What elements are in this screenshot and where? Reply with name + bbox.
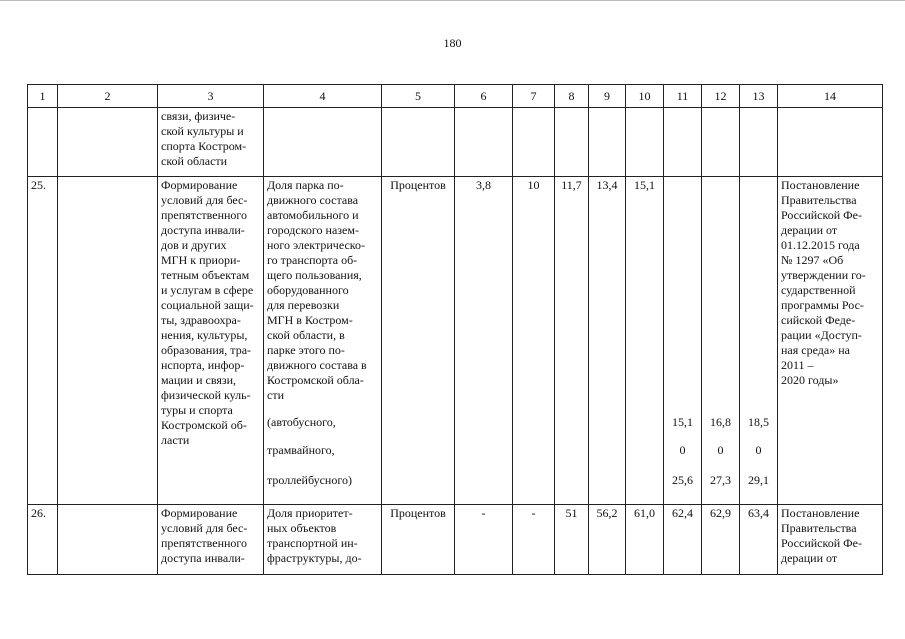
empty-cell [455,108,513,177]
row-number: 26. [28,505,58,575]
empty-cell [626,108,664,177]
table-row [28,505,883,575]
table-row [28,177,883,505]
column-header: 6 [455,85,513,108]
header-row [28,85,883,108]
value-cell: 13,4 [589,177,626,505]
empty-cell [555,108,589,177]
unit-cell: Процентов [382,177,455,505]
value-cell: 16,8 0 27,3 [702,177,740,505]
empty-cell [589,108,626,177]
value-cell: 62,9 [702,505,740,575]
column-header: 13 [740,85,778,108]
column-header: 7 [513,85,555,108]
column-header: 4 [264,85,382,108]
column-header: 5 [382,85,455,108]
column-header: 12 [702,85,740,108]
value-cell: 15,1 [626,177,664,505]
empty-cell [58,505,158,575]
indicator-sublist: (автобусного, трамвайного, троллейбусного) [267,415,352,487]
column-header: 1 [28,85,58,108]
indicator-cell: Доля парка по- движного состава автомобильного и городского назем- ного электрическо- го транспорта об- щего пользования, оборудованного для перевозки МГН в Костром- ской области, в парке этого по- движного состава в Костромской обла- сти (автобусного, трамвайного, троллейбусного) [264,177,382,505]
top-rule [0,0,905,1]
event-cell: Формирование условий для бес- препятственного доступа инвали- [158,505,264,575]
value-cell: - [455,505,513,575]
value-cell: 63,4 [740,505,778,575]
value-cell: 61,0 [626,505,664,575]
value-cell: 51 [555,505,589,575]
empty-cell [778,108,883,177]
page-number: 180 [443,36,462,50]
column-header: 11 [664,85,702,108]
row-number [28,108,58,177]
column-header: 8 [555,85,589,108]
event-cell: связи, физиче- ской культуры и спорта Костром- ской области [158,108,264,177]
empty-cell [264,108,382,177]
column-header: 9 [589,85,626,108]
value-cell: - [513,505,555,575]
value-cell: 10 [513,177,555,505]
empty-cell [740,108,778,177]
value-cell: 3,8 [455,177,513,505]
empty-cell [58,108,158,177]
row-number: 25. [28,177,58,505]
unit-cell: Процентов [382,505,455,575]
empty-cell [664,108,702,177]
value-cell: 18,5 0 29,1 [740,177,778,505]
indicator-cell: Доля приоритет- ных объектов транспортной ин- фраструктуры, до- [264,505,382,575]
value-cell: 11,7 [555,177,589,505]
column-header: 14 [778,85,883,108]
value-cell: 62,4 [664,505,702,575]
basis-cell: Постановление Правительства Российской Фе- дерации от [778,505,883,575]
table-row [28,108,883,177]
empty-cell [58,177,158,505]
empty-cell [702,108,740,177]
basis-cell: Постановление Правительства Российской Фе- дерации от 01.12.2015 года № 1297 «Об утверждении го- сударственной программы Рос- сийской Феде- рации «Доступ- ная среда» на 2011 – 2020 годы» [778,177,883,505]
column-header: 3 [158,85,264,108]
empty-cell [382,108,455,177]
event-cell: Формирование условий для бес- препятственного доступа инвали- дов и других МГН к приори- тетным объектам и услугам в сфере социальной защи- ты, здравоохра- нения, культуры, образования, тра- нспорта, инфор- мации и связи, физической куль- туры и спорта Костромской об- ласти [158,177,264,505]
value-cell: 15,1 0 25,6 [664,177,702,505]
indicators-table [27,84,883,575]
empty-cell [513,108,555,177]
column-header: 2 [58,85,158,108]
value-cell: 56,2 [589,505,626,575]
column-header: 10 [626,85,664,108]
